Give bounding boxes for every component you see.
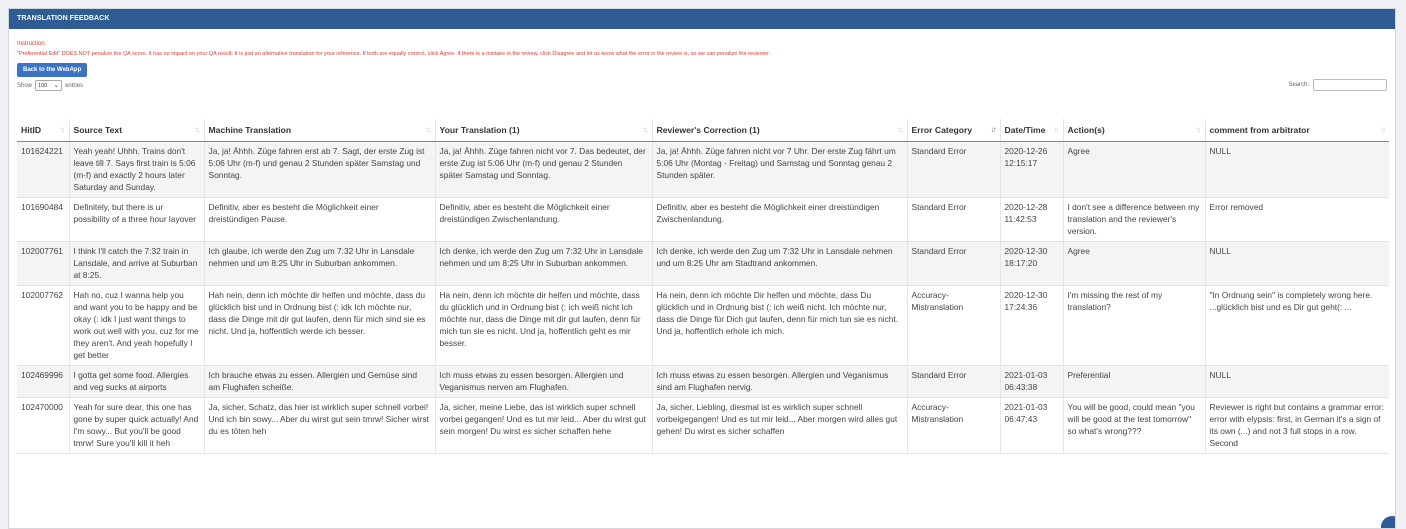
cell-datetime: 2020-12-30 17:24:36 (1000, 286, 1063, 366)
table-row (17, 398, 1389, 454)
cell-source-text: Yeah yeah! Uhhh. Trains don't leave till 7. Says first train is 5:06 (m-f) and exactly 2 hours later Saturday and Sunday. (69, 142, 204, 198)
table-header-row (17, 119, 1389, 142)
cell-your-translation: Definitiv, aber es besteht die Möglichkeit einer dreistündigen Zwischenlandung. (435, 198, 652, 242)
column-header-your-translation[interactable] (435, 119, 652, 142)
cell-hitid: 101624221 (17, 142, 69, 198)
entries-control (17, 80, 83, 91)
feedback-table (17, 119, 1389, 454)
column-header-arbitrator-comment[interactable] (1205, 119, 1389, 142)
cell-machine-translation: Ich brauche etwas zu essen. Allergien und Gemüse sind am Flughafen scheiße. (204, 366, 435, 398)
cell-hitid: 102007761 (17, 242, 69, 286)
cell-error-category: Standard Error (907, 198, 1000, 242)
cell-machine-translation: Ich glaube, ich werde den Zug um 7:32 Uhr in Lansdale nehmen und um 8:25 Uhr in Suburban ankommen. (204, 242, 435, 286)
sort-icon: ↑↓ (425, 125, 430, 134)
sort-icon: ↑↓ (1053, 125, 1058, 134)
cell-action: Agree (1063, 242, 1205, 286)
cell-action: Preferential (1063, 366, 1205, 398)
cell-reviewer-correction: Ich denke, ich werde den Zug um 7:32 Uhr in Lansdale nehmen und um 8:25 Uhr am Stadtrand ankommen. (652, 242, 907, 286)
cell-reviewer-correction: Ja, sicher, Liebling, diesmal ist es wirklich super schnell vorbeigegangen! Und es tut mir leid... Aber morgen wird alles gut gehen! Du wirst es sicher schaffen (652, 398, 907, 454)
search-control (1288, 79, 1387, 91)
table-row (17, 286, 1389, 366)
cell-arbitrator-comment: NULL (1205, 242, 1389, 286)
cell-hitid: 101690484 (17, 198, 69, 242)
feedback-panel (8, 8, 1396, 529)
table-row (17, 142, 1389, 198)
cell-action: You will be good, could mean "you will be good at the test tomorrow" so what's wrong??? (1063, 398, 1205, 454)
column-header-label: Reviewer's Correction (1) (656, 125, 760, 135)
search-input[interactable] (1313, 79, 1387, 91)
cell-error-category: Standard Error (907, 242, 1000, 286)
column-header-label: HitID (21, 125, 42, 135)
cell-source-text: I think I'll catch the 7:32 train in Lansdale, and arrive at Suburban at 8:25. (69, 242, 204, 286)
cell-arbitrator-comment: Error removed (1205, 198, 1389, 242)
cell-arbitrator-comment: "In Ordnung sein" is completely wrong here. ...glücklich bist und es Dir gut geht(: ... (1205, 286, 1389, 366)
cell-source-text: I gotta get some food. Allergies and veg sucks at airports (69, 366, 204, 398)
cell-datetime: 2021-01-03 06:43:38 (1000, 366, 1063, 398)
instructions-text: "Preferential Edit" DOES NOT penalize the QA score. It has no impact on your QA result. It is just an alternative translation for your reference. If both are equally correct, click Agree. If there is a mistake in the review, click Disagree and let us know what the error in the review is, so we can penalize the reviewer. (17, 51, 771, 57)
show-label: Show (17, 82, 33, 89)
cell-datetime: 2020-12-28 11:42:53 (1000, 198, 1063, 242)
cell-error-category: Accuracy-Mistranslation (907, 286, 1000, 366)
column-header-label: Machine Translation (208, 125, 292, 135)
cell-action: Agree (1063, 142, 1205, 198)
column-header-label: Action(s) (1067, 125, 1105, 135)
cell-arbitrator-comment: NULL (1205, 142, 1389, 198)
column-header-source[interactable] (69, 119, 204, 142)
instructions-block (9, 29, 1395, 57)
cell-your-translation: Ich denke, ich werde den Zug um 7:32 Uhr in Lansdale nehmen und um 8:25 Uhr in Suburban ankommen. (435, 242, 652, 286)
panel-title: TRANSLATION FEEDBACK (9, 9, 1395, 29)
cell-arbitrator-comment: Reviewer is right but contains a grammar error: error with elypsis: first, in German it's a sign of its own (...) and not 3 full stops in a row. Second (1205, 398, 1389, 454)
entries-select[interactable] (35, 80, 62, 91)
column-header-reviewer-correction[interactable] (652, 119, 907, 142)
column-header-label: Error Category (911, 125, 973, 135)
column-header-label: comment from arbitrator (1209, 125, 1310, 135)
cell-machine-translation: Ja, sicher, Schatz, das hier ist wirklich super schnell vorbei! Und ich bin sowy... Aber du wirst gut sein tmrw! Sicher wirst du es töten heh (204, 398, 435, 454)
sort-icon: ↑↓ (1380, 125, 1384, 134)
search-label: Search: (1288, 82, 1309, 88)
cell-source-text: Yeah for sure dear, this one has gone by super quick actually! And I'm sowy... But you'll be good tmrw! Sure you'll kill it heh (69, 398, 204, 454)
column-header-label: Your Translation (1) (439, 125, 520, 135)
cell-datetime: 2020-12-26 12:15:17 (1000, 142, 1063, 198)
chevron-down-icon: ⌄ (53, 82, 60, 89)
cell-arbitrator-comment: NULL (1205, 366, 1389, 398)
cell-hitid: 102007762 (17, 286, 69, 366)
sort-icon: ↓↑ (990, 125, 995, 134)
table-row (17, 242, 1389, 286)
column-header-error-category[interactable] (907, 119, 1000, 142)
cell-your-translation: Ja, sicher, meine Liebe, das ist wirklich super schnell vorbei gegangen! Und es tut mir leid... Aber du wirst gut sein morgen! Du wirst es sicher schaffen hehe (435, 398, 652, 454)
cell-reviewer-correction: Ich muss etwas zu essen besorgen. Allergien und Veganismus sind am Flughafen nervig. (652, 366, 907, 398)
cell-machine-translation: Ja, ja! Ähhh. Züge fahren erst ab 7. Sagt, der erste Zug ist 5:06 Uhr (m-f) und genau 2 Stunden später Samstag und Sonntag. (204, 142, 435, 198)
cell-reviewer-correction: Ja, ja! Ähhh. Züge fahren nicht vor 7 Uhr. Der erste Zug fährt um 5:06 Uhr (Montag - Freitag) und Samstag und Sonntag genau 2 Stunden später. (652, 142, 907, 198)
sort-icon: ↑↓ (642, 125, 647, 134)
table-row (17, 198, 1389, 242)
entries-select-value: 100 (38, 82, 48, 89)
cell-error-category: Standard Error (907, 366, 1000, 398)
cell-machine-translation: Hah nein, denn ich möchte dir helfen und möchte, dass du glücklich bist und in Ordnung bist (: idk Ich möchte nur, dass die Dinge mit dir gut laufen, denn für mich sind sie es nicht. Und ja, hoffentlich werde ich besser. (204, 286, 435, 366)
entries-label: entries (65, 82, 84, 89)
cell-error-category: Accuracy-Mistranslation (907, 398, 1000, 454)
cell-your-translation: Ich muss etwas zu essen besorgen. Allergien und Veganismus nerven am Flughafen. (435, 366, 652, 398)
cell-error-category: Standard Error (907, 142, 1000, 198)
cell-reviewer-correction: Definitiv, aber es besteht die Möglichkeit einer dreistündigen Zwischenlandung. (652, 198, 907, 242)
cell-action: I don't see a difference between my translation and the reviewer's version. (1063, 198, 1205, 242)
sort-icon: ↑↓ (194, 125, 199, 134)
sort-icon: ↑↓ (897, 125, 902, 134)
cell-source-text: Hah no, cuz I wanna help you and want you to be happy and be okay (: idk I just want things to work out well with you, cuz for me they aren't. And yeah hopefully I get better (69, 286, 204, 366)
cell-hitid: 102470000 (17, 398, 69, 454)
cell-action: I'm missing the rest of my translation? (1063, 286, 1205, 366)
table-row (17, 366, 1389, 398)
sort-icon: ↑↓ (1195, 125, 1200, 134)
column-header-machine[interactable] (204, 119, 435, 142)
cell-machine-translation: Definitiv, aber es besteht die Möglichkeit einer dreistündigen Pause. (204, 198, 435, 242)
cell-source-text: Definitely, but there is ur possibility of a three hour layover (69, 198, 204, 242)
cell-hitid: 102469996 (17, 366, 69, 398)
column-header-hitid[interactable] (17, 119, 69, 142)
column-header-datetime[interactable] (1000, 119, 1063, 142)
cell-datetime: 2020-12-30 18:17:20 (1000, 242, 1063, 286)
cell-datetime: 2021-01-03 06:47:43 (1000, 398, 1063, 454)
column-header-label: Date/Time (1004, 125, 1046, 135)
back-to-webapp-button[interactable]: Back to the WebApp (17, 63, 87, 77)
table-controls (17, 79, 1387, 93)
cell-your-translation: Ha nein, denn ich möchte dir helfen und möchte, dass du glücklich und in Ordnung bist (: ich weiß nicht Ich möchte nur, dass die Dinge mit dir gut laufen, denn für mich tun sie es nicht. Und ja, hoffentlich geht es mir besser. (435, 286, 652, 366)
column-header-label: Source Text (73, 125, 123, 135)
column-header-actions[interactable] (1063, 119, 1205, 142)
instructions-title: Instruction (17, 41, 45, 47)
chat-bubble-icon[interactable] (1381, 516, 1396, 529)
cell-reviewer-correction: Ha nein, denn ich möchte Dir helfen und möchte, dass Du glücklich und in Ordnung bist (: ich weiß nicht. Ich möchte nur, dass die Dinge für Dich gut laufen, denn für mich tun sie es nicht. Und ja, hoffentlich erhole ich mich. (652, 286, 907, 366)
cell-your-translation: Ja, ja! Ähhh. Züge fahren nicht vor 7. Das bedeutet, der erste Zug ist 5:06 Uhr (m-f) und genau 2 Stunden später Samstag und Sonntag. (435, 142, 652, 198)
sort-icon: ↑↓ (59, 125, 64, 134)
